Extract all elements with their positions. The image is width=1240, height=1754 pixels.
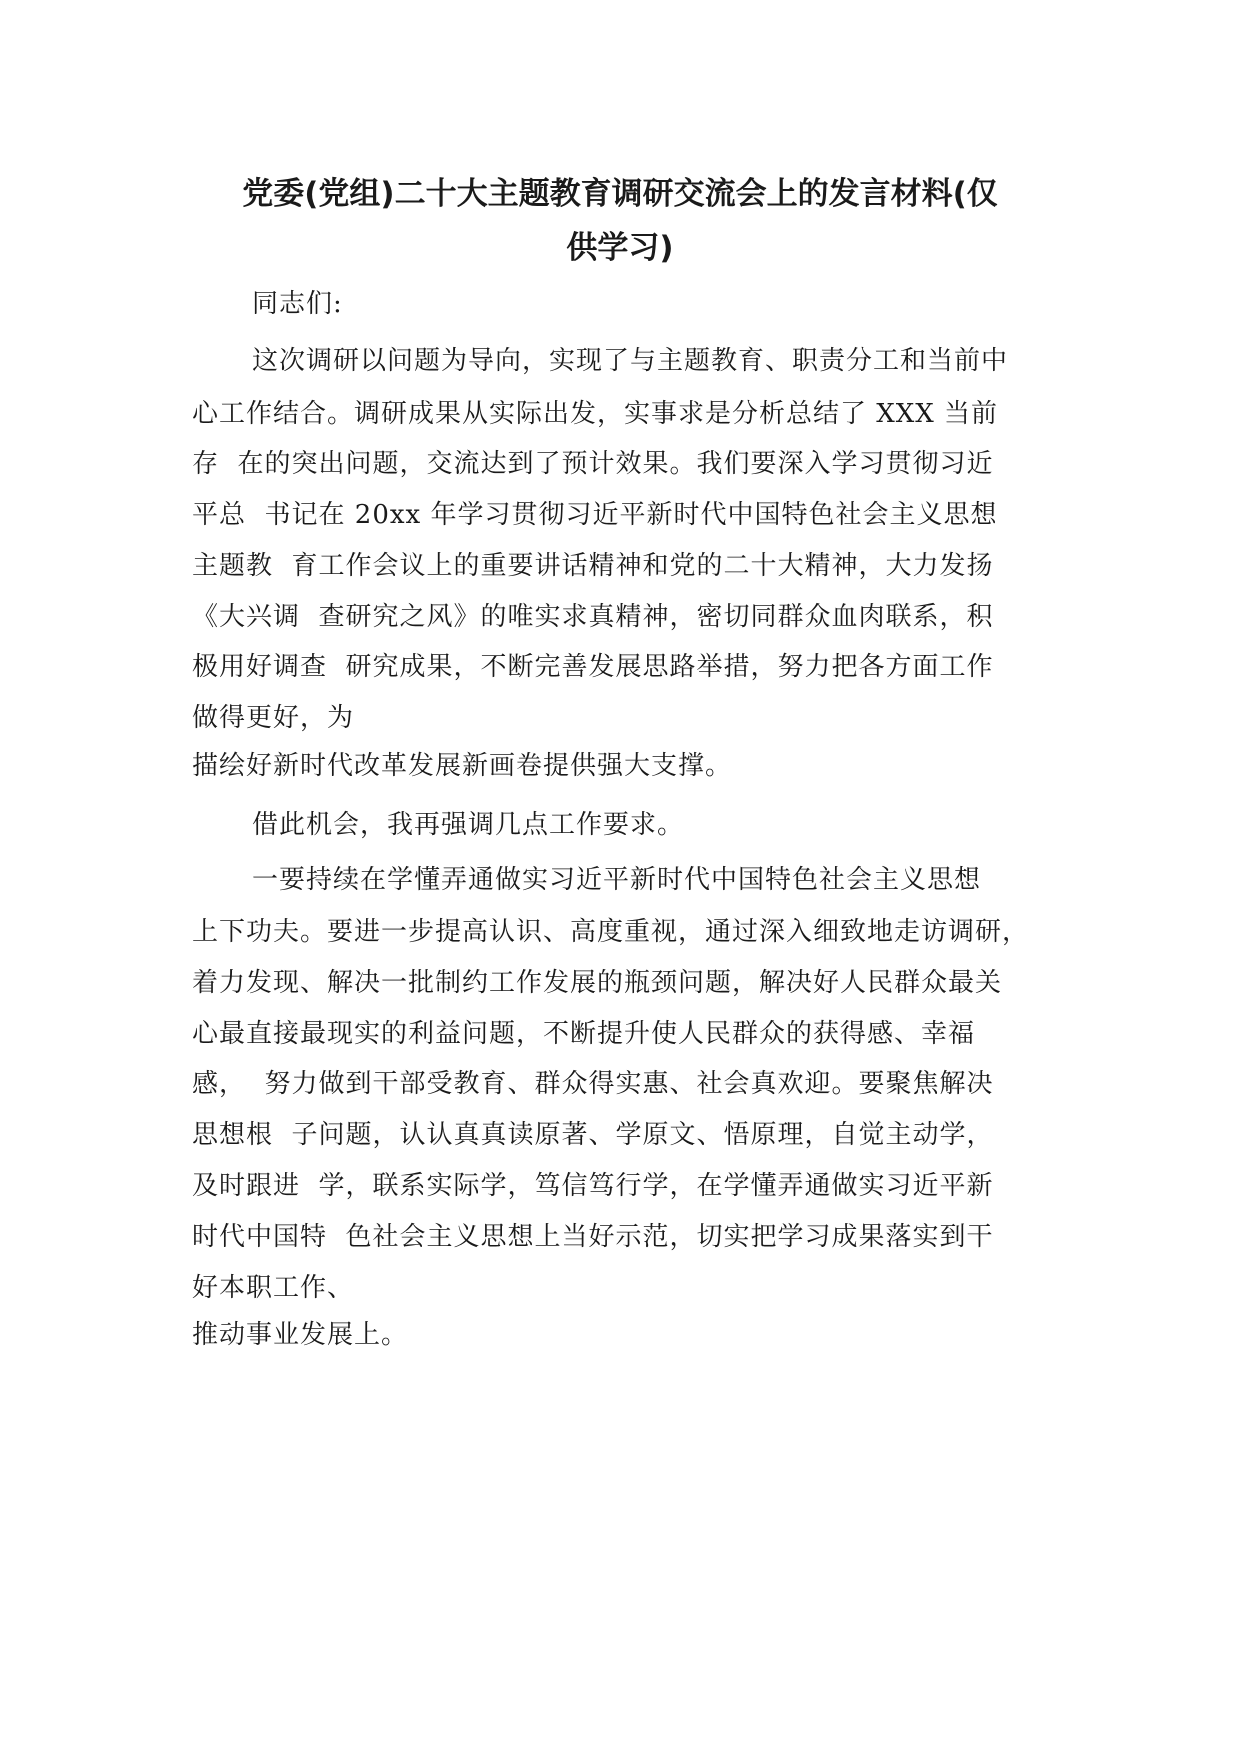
paragraph-line: 心工作结合。调研成果从实际出发，实事求是分析总结了 XXX 当前 <box>192 399 999 429</box>
paragraph-line: 这次调研以问题为导向，实现了与主题教育、职责分工和当前中 <box>252 346 1009 376</box>
document-title-line-2: 供学习) <box>566 230 674 266</box>
paragraph-line: 做得更好，为 <box>192 703 355 733</box>
paragraph-line: 存 在的突出问题，交流达到了预计效果。我们要深入学习贯彻习近 <box>192 449 994 479</box>
paragraph-line: 一要持续在学懂弄通做实习近平新时代中国特色社会主义思想 <box>252 865 982 895</box>
paragraph-line: 借此机会，我再强调几点工作要求。 <box>252 810 685 840</box>
paragraph-line: 上下功夫。要进一步提高认识、高度重视，通过深入细致地走访调研， <box>192 917 1030 947</box>
paragraph-line: 着力发现、解决一批制约工作发展的瓶颈问题，解决好人民群众最关 <box>192 968 1003 998</box>
paragraph-line: 时代中国特 色社会主义思想上当好示范，切实把学习成果落实到干 <box>192 1222 994 1252</box>
paragraph-line: 描绘好新时代改革发展新画卷提供强大支撑。 <box>192 751 733 781</box>
paragraph-line: 思想根 子问题，认认真真读原著、学原文、悟原理，自觉主动学， <box>192 1120 994 1150</box>
paragraph-line: 推动事业发展上。 <box>192 1320 409 1350</box>
paragraph-line: 《大兴调 查研究之风》的唯实求真精神，密切同群众血肉联系，积 <box>192 602 994 632</box>
paragraph-line: 感， 努力做到干部受教育、群众得实惠、社会真欢迎。要聚焦解决 <box>192 1069 994 1099</box>
paragraph-line: 好本职工作、 <box>192 1273 355 1303</box>
document-title-line-1: 党委(党组)二十大主题教育调研交流会上的发言材料(仅 <box>242 176 998 212</box>
paragraph-line: 极用好调查 研究成果，不断完善发展思路举措，努力把各方面工作 <box>192 652 994 682</box>
paragraph-line: 主题教 育工作会议上的重要讲话精神和党的二十大精神，大力发扬 <box>192 551 994 581</box>
paragraph-line: 及时跟进 学，联系实际学，笃信笃行学，在学懂弄通做实习近平新 <box>192 1171 994 1201</box>
salutation: 同志们: <box>252 289 343 319</box>
paragraph-line: 平总 书记在 20xx 年学习贯彻习近平新时代中国特色社会主义思想 <box>192 500 998 530</box>
paragraph-line: 心最直接最现实的利益问题，不断提升使人民群众的获得感、幸福 <box>192 1019 976 1049</box>
